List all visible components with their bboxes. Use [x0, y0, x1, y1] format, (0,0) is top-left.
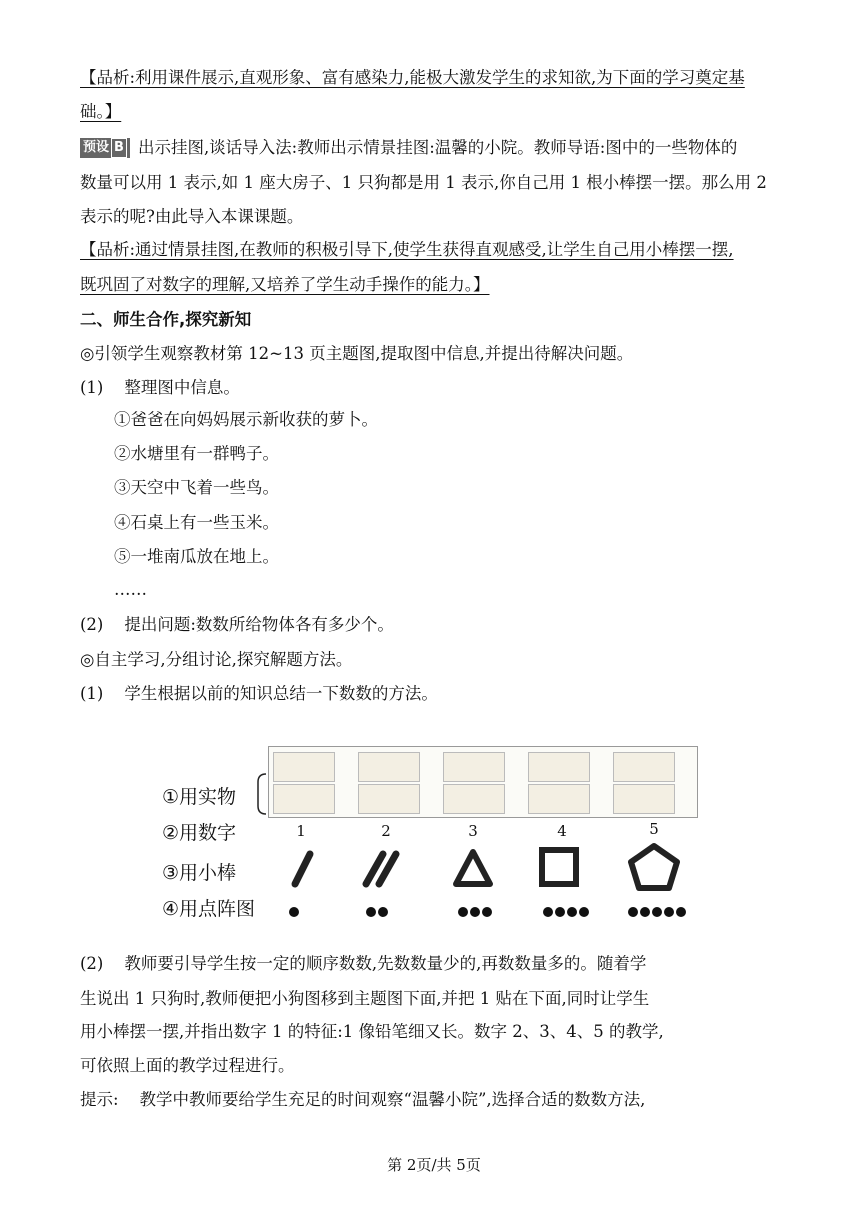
digit-2: 2 — [381, 822, 391, 840]
fish-picture — [613, 752, 675, 782]
step-3: (1) 学生根据以前的知识总结一下数数的方法。 — [80, 684, 438, 703]
digit-1: 1 — [296, 822, 306, 840]
dots-3 — [458, 902, 494, 921]
list-item: ④石桌上有一些玉米。 — [114, 513, 279, 532]
stick-1-icon — [295, 854, 310, 884]
section-title: 二、师生合作,探究新知 — [80, 310, 252, 329]
analysis2-line-2: 既巩固了对数字的理解,又培养了学生动手操作的能力。】 — [80, 275, 490, 294]
guide-1: ◎引领学生观察教材第 12~13 页主题图,提取图中信息,并提出待解决问题。 — [80, 344, 634, 363]
step-4-line-3: 用小棒摆一摆,并指出数字 1 的特征:1 像铅笔细又长。数字 2、3、4、5 的教学, — [80, 1022, 664, 1041]
dog-picture — [273, 784, 335, 814]
stick-triangle-icon — [456, 852, 490, 884]
step-4-line-2: 生说出 1 只狗时,教师便把小狗图移到主题图下面,并把 1 贴在下面,同时让学生 — [80, 989, 650, 1008]
preset-b-tag: 预设 B — [80, 138, 130, 158]
counting-methods-figure — [140, 742, 700, 922]
analysis-line-1: 【品析:利用课件展示,直观形象、富有感染力,能极大激发学生的求知欲,为下面的学习奠定基 — [80, 68, 745, 87]
row-label-objects: ①用实物 — [162, 786, 237, 808]
list-item: ③天空中飞着一些鸟。 — [114, 478, 279, 497]
stick-2-icon — [366, 854, 396, 884]
pumpkins-picture — [528, 784, 590, 814]
ducks-picture — [358, 752, 420, 782]
analysis-line-2: 础。】 — [80, 102, 122, 121]
trees-picture — [528, 752, 590, 782]
preset-b-line-1: 预设 B 出示挂图,谈话导入法:教师出示情景挂图:温馨的小院。教师导语:图中的一些物体的 — [80, 136, 737, 160]
dots-5 — [628, 902, 688, 921]
preset-b-line-2: 数量可以用 1 表示,如 1 座大房子、1 只狗都是用 1 表示,你自己用 1 根小棒摆一摆。那么用 2 — [80, 173, 767, 192]
digit-5: 5 — [649, 820, 659, 838]
sticks-drawing — [140, 842, 700, 902]
preset-b-line-3: 表示的呢?由此导入本课课题。 — [80, 207, 304, 226]
dots-4 — [543, 902, 591, 921]
tip-line: 提示: 教学中教师要给学生充足的时间观察“温馨小院”,选择合适的数数方法, — [80, 1090, 646, 1109]
list-item: ②水塘里有一群鸭子。 — [114, 444, 279, 463]
dots-1 — [289, 902, 301, 921]
analysis2-line-1: 【品析:通过情景挂图,在教师的积极引导下,使学生获得直观感受,让学生自己用小棒摆一摆, — [80, 240, 734, 259]
list-item-ellipsis: …… — [114, 580, 147, 599]
digit-4: 4 — [557, 822, 567, 840]
corn-picture — [613, 784, 675, 814]
row-label-sticks: ③用小棒 — [162, 862, 237, 884]
house-picture — [273, 752, 335, 782]
birds-picture — [443, 752, 505, 782]
step-1: (1) 整理图中信息。 — [80, 378, 240, 397]
list-item: ⑤一堆南瓜放在地上。 — [114, 547, 279, 566]
stick-pentagon-icon — [631, 846, 677, 888]
row-label-digits: ②用数字 — [162, 822, 237, 844]
step-4-line-1: (2) 教师要引导学生按一定的顺序数数,先数数量少的,再数数量多的。随着学 — [80, 954, 647, 973]
step-4-line-4: 可依照上面的教学过程进行。 — [80, 1056, 295, 1075]
digit-3: 3 — [468, 822, 478, 840]
chairs-picture — [358, 784, 420, 814]
tip-label: 提示: — [80, 1090, 119, 1109]
objects-bracket-icon — [254, 772, 268, 816]
guide-2: ◎自主学习,分组讨论,探究解题方法。 — [80, 650, 353, 669]
step-2: (2) 提出问题:数数所给物体各有多少个。 — [80, 615, 394, 634]
row-label-dots: ④用点阵图 — [162, 898, 256, 920]
stick-square-icon — [542, 850, 576, 884]
dots-2 — [366, 902, 390, 921]
bowls-picture — [443, 784, 505, 814]
list-item: ①爸爸在向妈妈展示新收获的萝卜。 — [114, 410, 378, 429]
page-footer: 第 2页/共 5页 — [387, 1156, 481, 1174]
